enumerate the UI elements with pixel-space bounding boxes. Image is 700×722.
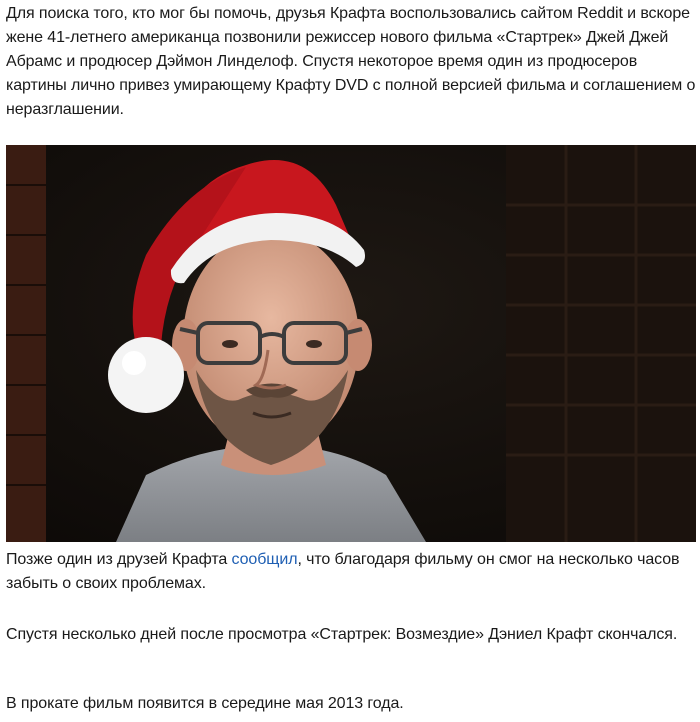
paragraph-2-text-end: , что благодаря фильму он смог на несколько часов забыть о своих проблемах. xyxy=(6,551,680,592)
article-paragraph-4: В прокате фильм появится в середине мая 2013 года. xyxy=(6,695,404,712)
article-paragraph-2 xyxy=(6,548,696,596)
reported-link[interactable]: сообщил xyxy=(231,551,298,568)
paragraph-2-text-start: Позже один из друзей Крафта xyxy=(6,551,232,568)
man-in-santa-hat-image xyxy=(6,145,696,542)
article-paragraph-1: Для поиска того, кто мог бы помочь, друзья Крафта воспользовались сайтом Reddit и вскоре жене 41-летнего американца позвонили режиссер нового фильма «Стартрек» Джей Джей Абрамс и продюсер Дэймон Линделоф. Спустя некоторое время один из продюсеров картины лично привез умирающему Крафту DVD с полной версией фильма и соглашением о неразглашении. xyxy=(6,5,696,118)
article-paragraph-3: Спустя несколько дней после просмотра «Стартрек: Возмездие» Дэниел Крафт скончался. xyxy=(6,626,678,643)
article-photo xyxy=(6,145,696,542)
